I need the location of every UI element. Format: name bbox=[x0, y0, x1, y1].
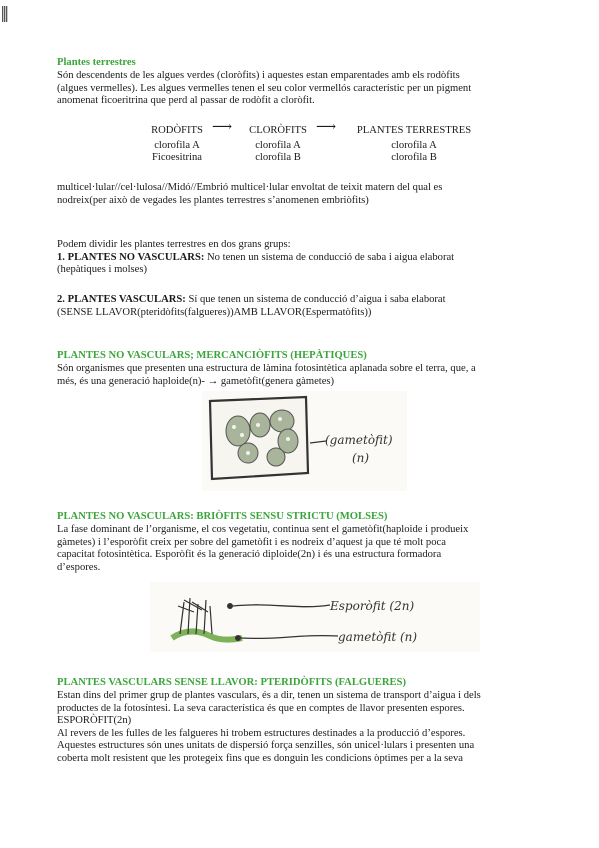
text-line: Són organismes que presenten una estructura de làmina fotosintètica aplanada sobre el terra, que, a bbox=[57, 363, 476, 374]
paragraph-falgueres bbox=[57, 690, 481, 766]
paragraph-grups bbox=[57, 239, 454, 277]
stage-pigment: clorofila A bbox=[391, 139, 437, 151]
text-line: ESPORÒFIT(2n) bbox=[57, 715, 132, 727]
list-item-vasculars bbox=[57, 294, 446, 319]
figure-label: gametòfit (n) bbox=[338, 630, 418, 644]
stage-pigment: Ficoesitrina bbox=[151, 152, 202, 164]
stage-pigment: clorofila B bbox=[391, 152, 437, 164]
text-line: multicel·lular//cel·lulosa//Midó//Embrió multicel·lular envoltat de teixit matern del qual es bbox=[57, 182, 443, 193]
molsa-drawing bbox=[150, 582, 480, 652]
text-line: La fase dominant de l’organisme, el cos vegetatiu, continua sent el gametòfit(haploide i produeix bbox=[57, 524, 469, 535]
item-text: No tenen un sistema de conducció de saba i aigua elaborat bbox=[204, 251, 455, 263]
heading-falgueres: PLANTES VASCULARS SENSE LLAVOR: PTERIDÒFITS (FALGUERES) bbox=[57, 677, 406, 688]
stage-rodofits bbox=[141, 125, 213, 165]
text-line: gàmetes) i l’esporòfit creix per sobre del gametòfit i es nodreix d’aquest ja que té molt poca bbox=[57, 536, 446, 548]
stage-pigment: clorofila B bbox=[255, 152, 301, 164]
item-title: 2. PLANTES VASCULARS: bbox=[57, 294, 186, 305]
text-line: d’espores. bbox=[57, 561, 101, 573]
text-line: Estan dins del primer grup de plantes vasculars, és a dir, tenen un sistema de transport d’aigua i dels bbox=[57, 690, 481, 701]
text-line: capacitat fotosintètica. Esporòfit és la generació diploide(2n) i és una estructura formadora bbox=[57, 549, 442, 561]
stage-name: RODÒFITS bbox=[151, 125, 203, 136]
molsa-sketch bbox=[150, 582, 480, 652]
stage-plantes-terrestres bbox=[347, 125, 481, 165]
heading-molses: PLANTES NO VASCULARS: BRIÒFITS SENSU STRICTU (MOLSES) bbox=[57, 511, 388, 522]
stage-name: PLANTES TERRESTRES bbox=[356, 125, 472, 136]
arrow-icon: ⟶ bbox=[316, 120, 337, 135]
text-line: més, és una generació haploide(n)- → gametòfit(genera gàmetes) bbox=[57, 375, 335, 387]
hepatica-drawing bbox=[202, 391, 407, 491]
text-line: (SENSE LLAVOR(pteridòfits(falgueres))AMB LLAVOR(Espermatòfits)) bbox=[57, 306, 372, 318]
text-line: (algues vermelles). Les algues vermelles tenen el seu color vermellós característic per un pigment bbox=[57, 82, 472, 94]
figure-label: Esporòfit (2n) bbox=[330, 599, 415, 613]
hepatica-sketch bbox=[202, 391, 407, 491]
heading-hepatiques: PLANTES NO VASCULARS; MERCANCIÒFITS (HEPÀTIQUES) bbox=[57, 350, 367, 361]
stage-pigment: clorofila A bbox=[255, 139, 301, 151]
arrow-icon: ⟶ bbox=[212, 120, 233, 135]
text-line: Al revers de les fulles de les falgueres hi trobem estructures destinades a la producció d’espores. bbox=[57, 727, 466, 739]
page-edge-marker bbox=[2, 6, 8, 22]
item-text: Sí que tenen un sistema de conducció d’aigua i saba elaborat bbox=[185, 294, 446, 305]
paragraph-terrestres bbox=[57, 70, 471, 108]
stage-clorofits bbox=[241, 125, 315, 165]
paragraph-hepatiques bbox=[57, 363, 476, 388]
text-line: (hepàtiques i molses) bbox=[57, 264, 148, 276]
text-line: productes de la fotosíntesi. La seva característica és que en comptes de llavor presenten espores. bbox=[57, 702, 465, 714]
paragraph-embriofits bbox=[57, 182, 442, 207]
text-line: nodreix(per això de vegades les plantes terrestres s’anomenen embriòfits) bbox=[57, 194, 369, 206]
stage-pigment: clorofila A bbox=[154, 139, 200, 151]
figure-label: (gametòfit) bbox=[325, 433, 393, 447]
item-title: 1. PLANTES NO VASCULARS: bbox=[57, 251, 205, 263]
text-line: coberta molt resistent que les protegeix fins que es donguin les condicions òptimes per a la seva bbox=[57, 752, 463, 764]
text-line: Podem dividir les plantes terrestres en dos grans grups: bbox=[57, 239, 291, 250]
list-item-no-vasculars bbox=[57, 252, 454, 265]
text-line: Aquestes estructures són unes unitats de dispersió força senzilles, són unicel·lulars i presenten una bbox=[57, 740, 475, 752]
paragraph-molses bbox=[57, 524, 468, 574]
stage-name: CLORÒFITS bbox=[249, 125, 307, 136]
text-line: anomenat ficoeritrina que perd al passar de rodòfit a cloròfit. bbox=[57, 95, 315, 107]
text-line: Són descendents de les algues verdes (cloròfits) i aquestes estan emparentades amb els rodòfits bbox=[57, 70, 460, 81]
heading-plantes-terrestres: Plantes terrestres bbox=[57, 57, 136, 68]
figure-label: (n) bbox=[352, 451, 370, 465]
